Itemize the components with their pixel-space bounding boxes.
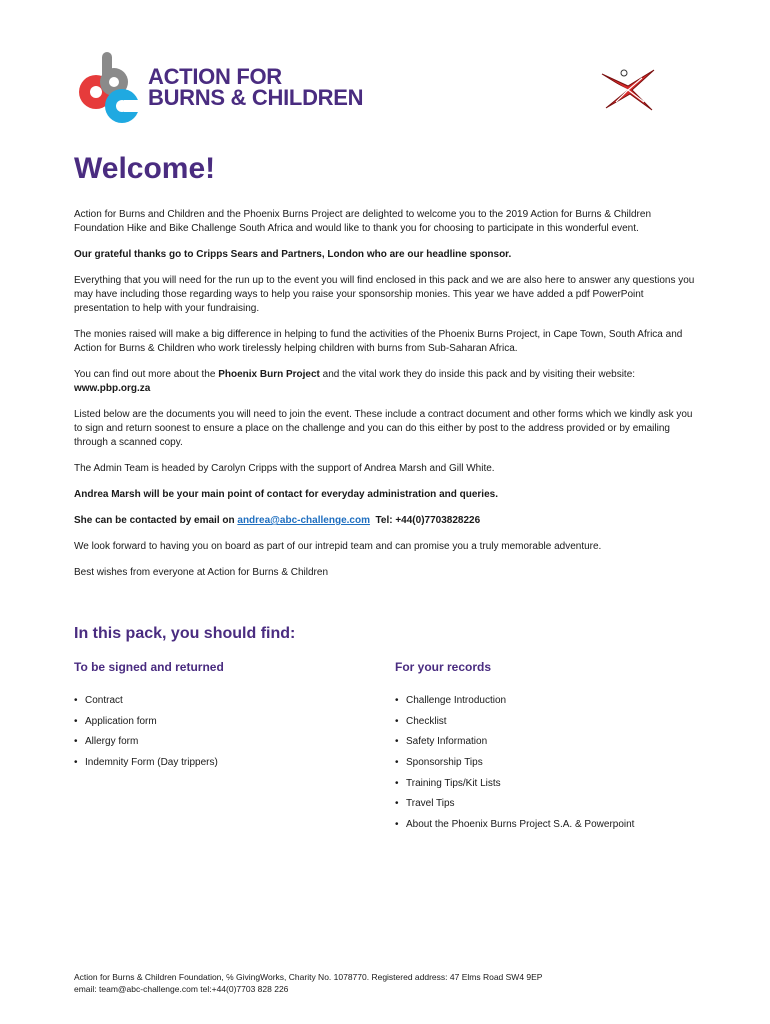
phoenix-project-name: Phoenix Burn Project (218, 369, 320, 380)
signed-returned-column (74, 660, 374, 777)
list-item: • Application form (74, 715, 374, 729)
text-segment: and the vital work they do inside this pack and by visiting their website: (319, 369, 636, 380)
records-column (395, 660, 695, 839)
paragraph-monies: The monies raised will make a big difference in helping to fund the activities of the Phoenix Burns Project, in Cape Town, South Africa and Action for Burns & Children who work tirelessly helping children with burns from Sub-Saharan Africa. (74, 329, 683, 354)
paragraph-pack-info: Everything that you will need for the run up to the event you will find enclosed in this pack and we are also here to answer any questions you may have including those regarding ways to help you raise your sponsorship monies. This year we have added a pdf PowerPoint presentation to help with your fundraising. (74, 275, 695, 314)
records-heading: For your records (395, 660, 492, 674)
list-item: • Challenge Introduction (395, 694, 695, 708)
signed-returned-list (74, 694, 374, 770)
logo-wordmark (148, 66, 363, 108)
list-item: • Training Tips/Kit Lists (395, 777, 695, 791)
list-item: • Checklist (395, 715, 695, 729)
paragraph-contact-person: Andrea Marsh will be your main point of contact for everyday administration and queries. (74, 489, 498, 500)
list-item: • Indemnity Form (Day trippers) (74, 756, 374, 770)
phoenix-logo (598, 64, 656, 114)
list-item: • Sponsorship Tips (395, 756, 695, 770)
text-segment: She can be contacted by email on (74, 515, 238, 526)
paragraph-documents: Listed below are the documents you will need to join the event. These include a contract document and other forms which we kindly ask you to sign and return soonest to ensure a place on the challenge and you can do this either by post to the address provided or by emailing through a scanned copy. (74, 409, 693, 448)
page-title: Welcome! (74, 152, 216, 185)
list-item: • Contract (74, 694, 374, 708)
website-url[interactable]: www.pbp.org.za (74, 383, 151, 394)
footer-contact: email: team@abc-challenge.com tel:+44(0)7703 828 226 (74, 984, 289, 994)
text-segment: You can find out more about the (74, 369, 219, 380)
pack-heading: In this pack, you should find: (74, 625, 296, 642)
list-item: • Allergy form (74, 735, 374, 749)
footer-address: Action for Burns & Children Foundation, ℅ GivingWorks, Charity No. 1078770. Registered address: 47 Elms Road SW4 9EP (74, 972, 543, 982)
paragraph-find-out-more (74, 368, 699, 396)
list-item: • About the Phoenix Burns Project S.A. & Powerpoint (395, 818, 695, 832)
paragraph-sponsor: Our grateful thanks go to Cripps Sears and Partners, London who are our headline sponsor. (74, 249, 512, 260)
paragraph-admin-team: The Admin Team is headed by Carolyn Cripps with the support of Andrea Marsh and Gill White. (74, 463, 495, 474)
email-link[interactable]: andrea@abc-challenge.com (237, 515, 370, 526)
phone-number: Tel: +44(0)7703828226 (369, 515, 481, 526)
paragraph-contact-details (74, 514, 699, 528)
paragraph-sign-off: Best wishes from everyone at Action for Burns & Children (74, 567, 329, 578)
letter-body (74, 208, 699, 592)
logo-line1: ACTION FOR (148, 64, 282, 89)
list-item: • Travel Tips (395, 797, 695, 811)
paragraph-intro: Action for Burns and Children and the Phoenix Burns Project are delighted to welcome you to the 2019 Action for Burns & Children Foundation Hike and Bike Challenge South Africa and would like to thank you for choosing to participate in this wonderful event. (74, 209, 652, 234)
list-item: • Safety Information (395, 735, 695, 749)
logo-line2: BURNS & CHILDREN (148, 85, 364, 110)
page-footer (74, 971, 542, 995)
paragraph-look-forward: We look forward to having you on board as part of our intrepid team and can promise you a truly memorable adventure. (74, 541, 602, 552)
signed-returned-heading: To be signed and returned (74, 660, 224, 674)
records-list (395, 694, 695, 832)
